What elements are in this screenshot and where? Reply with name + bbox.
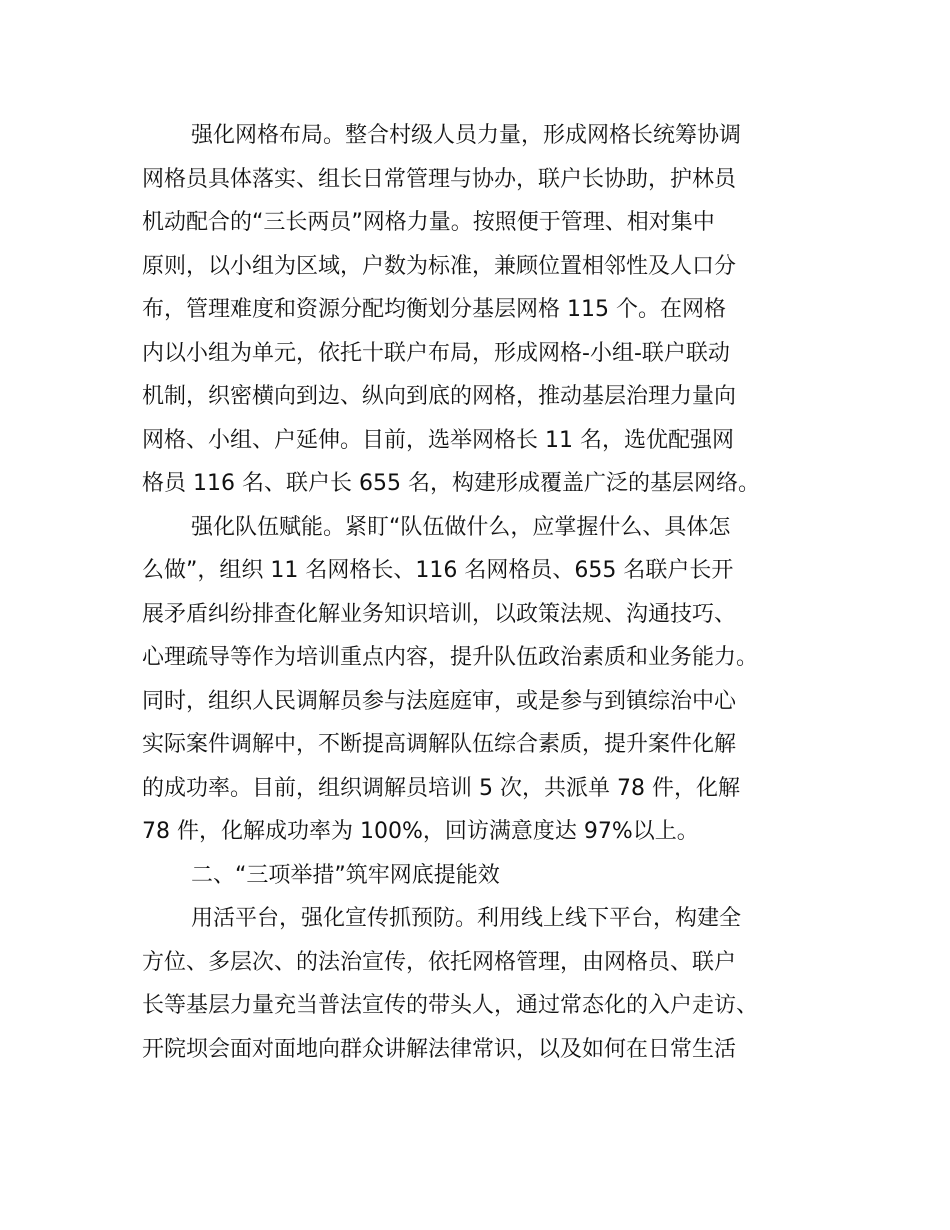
text-line: 开院坝会面对面地向群众讲解法律常识，以及如何在日常生活 [142,1036,737,1062]
text-line: 布，管理难度和资源分配均衡划分基层网格 115 个。在网格 [142,297,726,322]
text-line: 方位、多层次、的法治宣传，依托网格管理，由网格员、联户 [142,949,737,975]
text-line: 用活平台，强化宣传抓预防。利用线上线下平台，构建全 [191,906,742,931]
text-line: 网格员具体落实、组长日常管理与协办，联户长协助，护林员 [142,166,737,192]
text-line: 原则，以小组为区域，户数为标准，兼顾位置相邻性及人口分 [142,253,737,279]
text-line: 强化队伍赋能。紧盯“队伍做什么，应掌握什么、具体怎 [191,514,731,540]
text-line: 内以小组为单元，依托十联户布局，形成网格-小组-联户联动 [142,340,730,366]
paragraph-grid-layout [142,114,817,506]
text-line: 网格、小组、户延伸。目前，选举网格长 11 名，选优配强网 [142,427,734,453]
text-line: 展矛盾纠纷排查化解业务知识培训，以政策法规、沟通技巧、 [142,601,737,627]
text-line: 强化网格布局。整合村级人员力量，形成网格长统筹协调 [191,123,742,148]
text-line: 长等基层力量充当普法宣传的带头人，通过常态化的入户走访、 [142,993,759,1018]
text-line: 格员 116 名、联户长 655 名，构建形成覆盖广泛的基层网络。 [142,471,760,496]
text-line: 实际案件调解中，不断提高调解队伍综合素质，提升案件化解 [142,732,737,757]
text-line: 么做”，组织 11 名网格长、116 名网格员、655 名联户长开 [142,558,734,583]
section-heading-three-measures [142,854,817,898]
text-line: 心理疏导等作为培训重点内容，提升队伍政治素质和业务能力。 [142,645,759,670]
text-line: 机制，织密横向到边、纵向到底的网格，推动基层治理力量向 [142,384,737,409]
paragraph-platform-publicity [142,897,817,1071]
text-line: 同时，组织人民调解员参与法庭庭审，或是参与到镇综治中心 [142,688,737,714]
text-line: 的成功率。目前，组织调解员培训 5 次，共派单 78 件，化解 [142,775,740,801]
document-body [142,114,817,1071]
paragraph-team-empowerment [142,506,817,854]
text-line: 78 件，化解成功率为 100%，回访满意度达 97%以上。 [142,819,699,844]
text-line: 机动配合的“三长两员”网格力量。按照便于管理、相对集中 [142,210,715,235]
section-heading: 二、“三项举措”筑牢网底提能效 [191,862,500,888]
